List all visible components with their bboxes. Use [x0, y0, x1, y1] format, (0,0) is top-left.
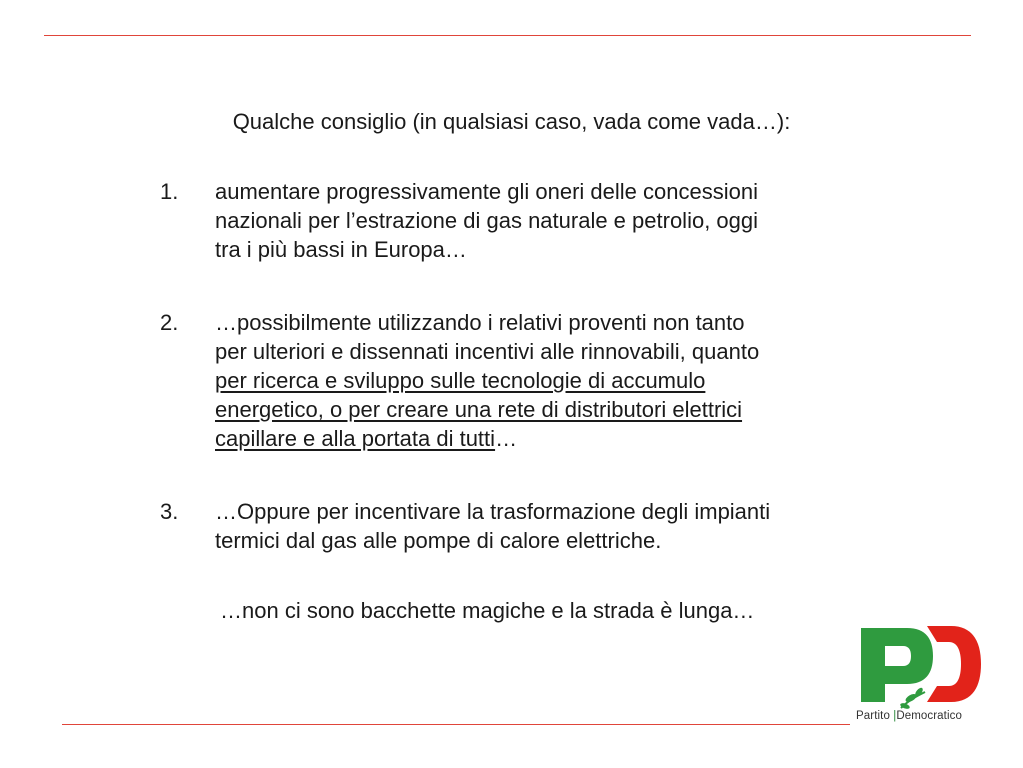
intro-text: Qualche consiglio (in qualsiasi caso, vada come vada…):: [232, 109, 791, 134]
list-item: [160, 497, 860, 555]
logo-caption-left: Partito: [856, 710, 890, 722]
item-line: [215, 424, 860, 453]
list-item: [160, 308, 860, 453]
logo-caption: [856, 710, 988, 722]
item-line: …possibilmente utilizzando i relativi proventi non tanto: [215, 310, 745, 335]
list-number: 2.: [160, 310, 179, 335]
ellipsis: …: [495, 426, 518, 451]
item-line-underlined: energetico, o per creare una rete di distributori elettrici: [215, 397, 743, 422]
logo-caption-right: Democratico: [896, 710, 962, 722]
closing-text: …non ci sono bacchette magiche e la strada è lunga…: [220, 598, 755, 623]
item-line: aumentare progressivamente gli oneri delle concessioni: [215, 179, 758, 204]
list-number: 1.: [160, 179, 179, 204]
bottom-divider: [62, 724, 850, 725]
item-line-underlined: per ricerca e sviluppo sulle tecnologie di accumulo: [215, 368, 706, 393]
item-line: …Oppure per incentivare la trasformazione degli impianti: [215, 499, 771, 524]
item-line: per ulteriori e dissennati incentivi alle rinnovabili, quanto: [215, 339, 760, 364]
item-line-underlined: capillare e alla portata di tutti: [215, 426, 496, 451]
item-line: tra i più bassi in Europa…: [215, 237, 467, 262]
logo-caption-separator: |: [893, 710, 897, 722]
list-number: 3.: [160, 499, 179, 524]
list-item: [160, 177, 860, 264]
item-line: termici dal gas alle pompe di calore elettriche.: [215, 528, 662, 553]
top-divider: [44, 35, 971, 36]
item-line: nazionali per l’estrazione di gas naturale e petrolio, oggi: [215, 208, 759, 233]
logo-d-shape: [927, 626, 981, 702]
